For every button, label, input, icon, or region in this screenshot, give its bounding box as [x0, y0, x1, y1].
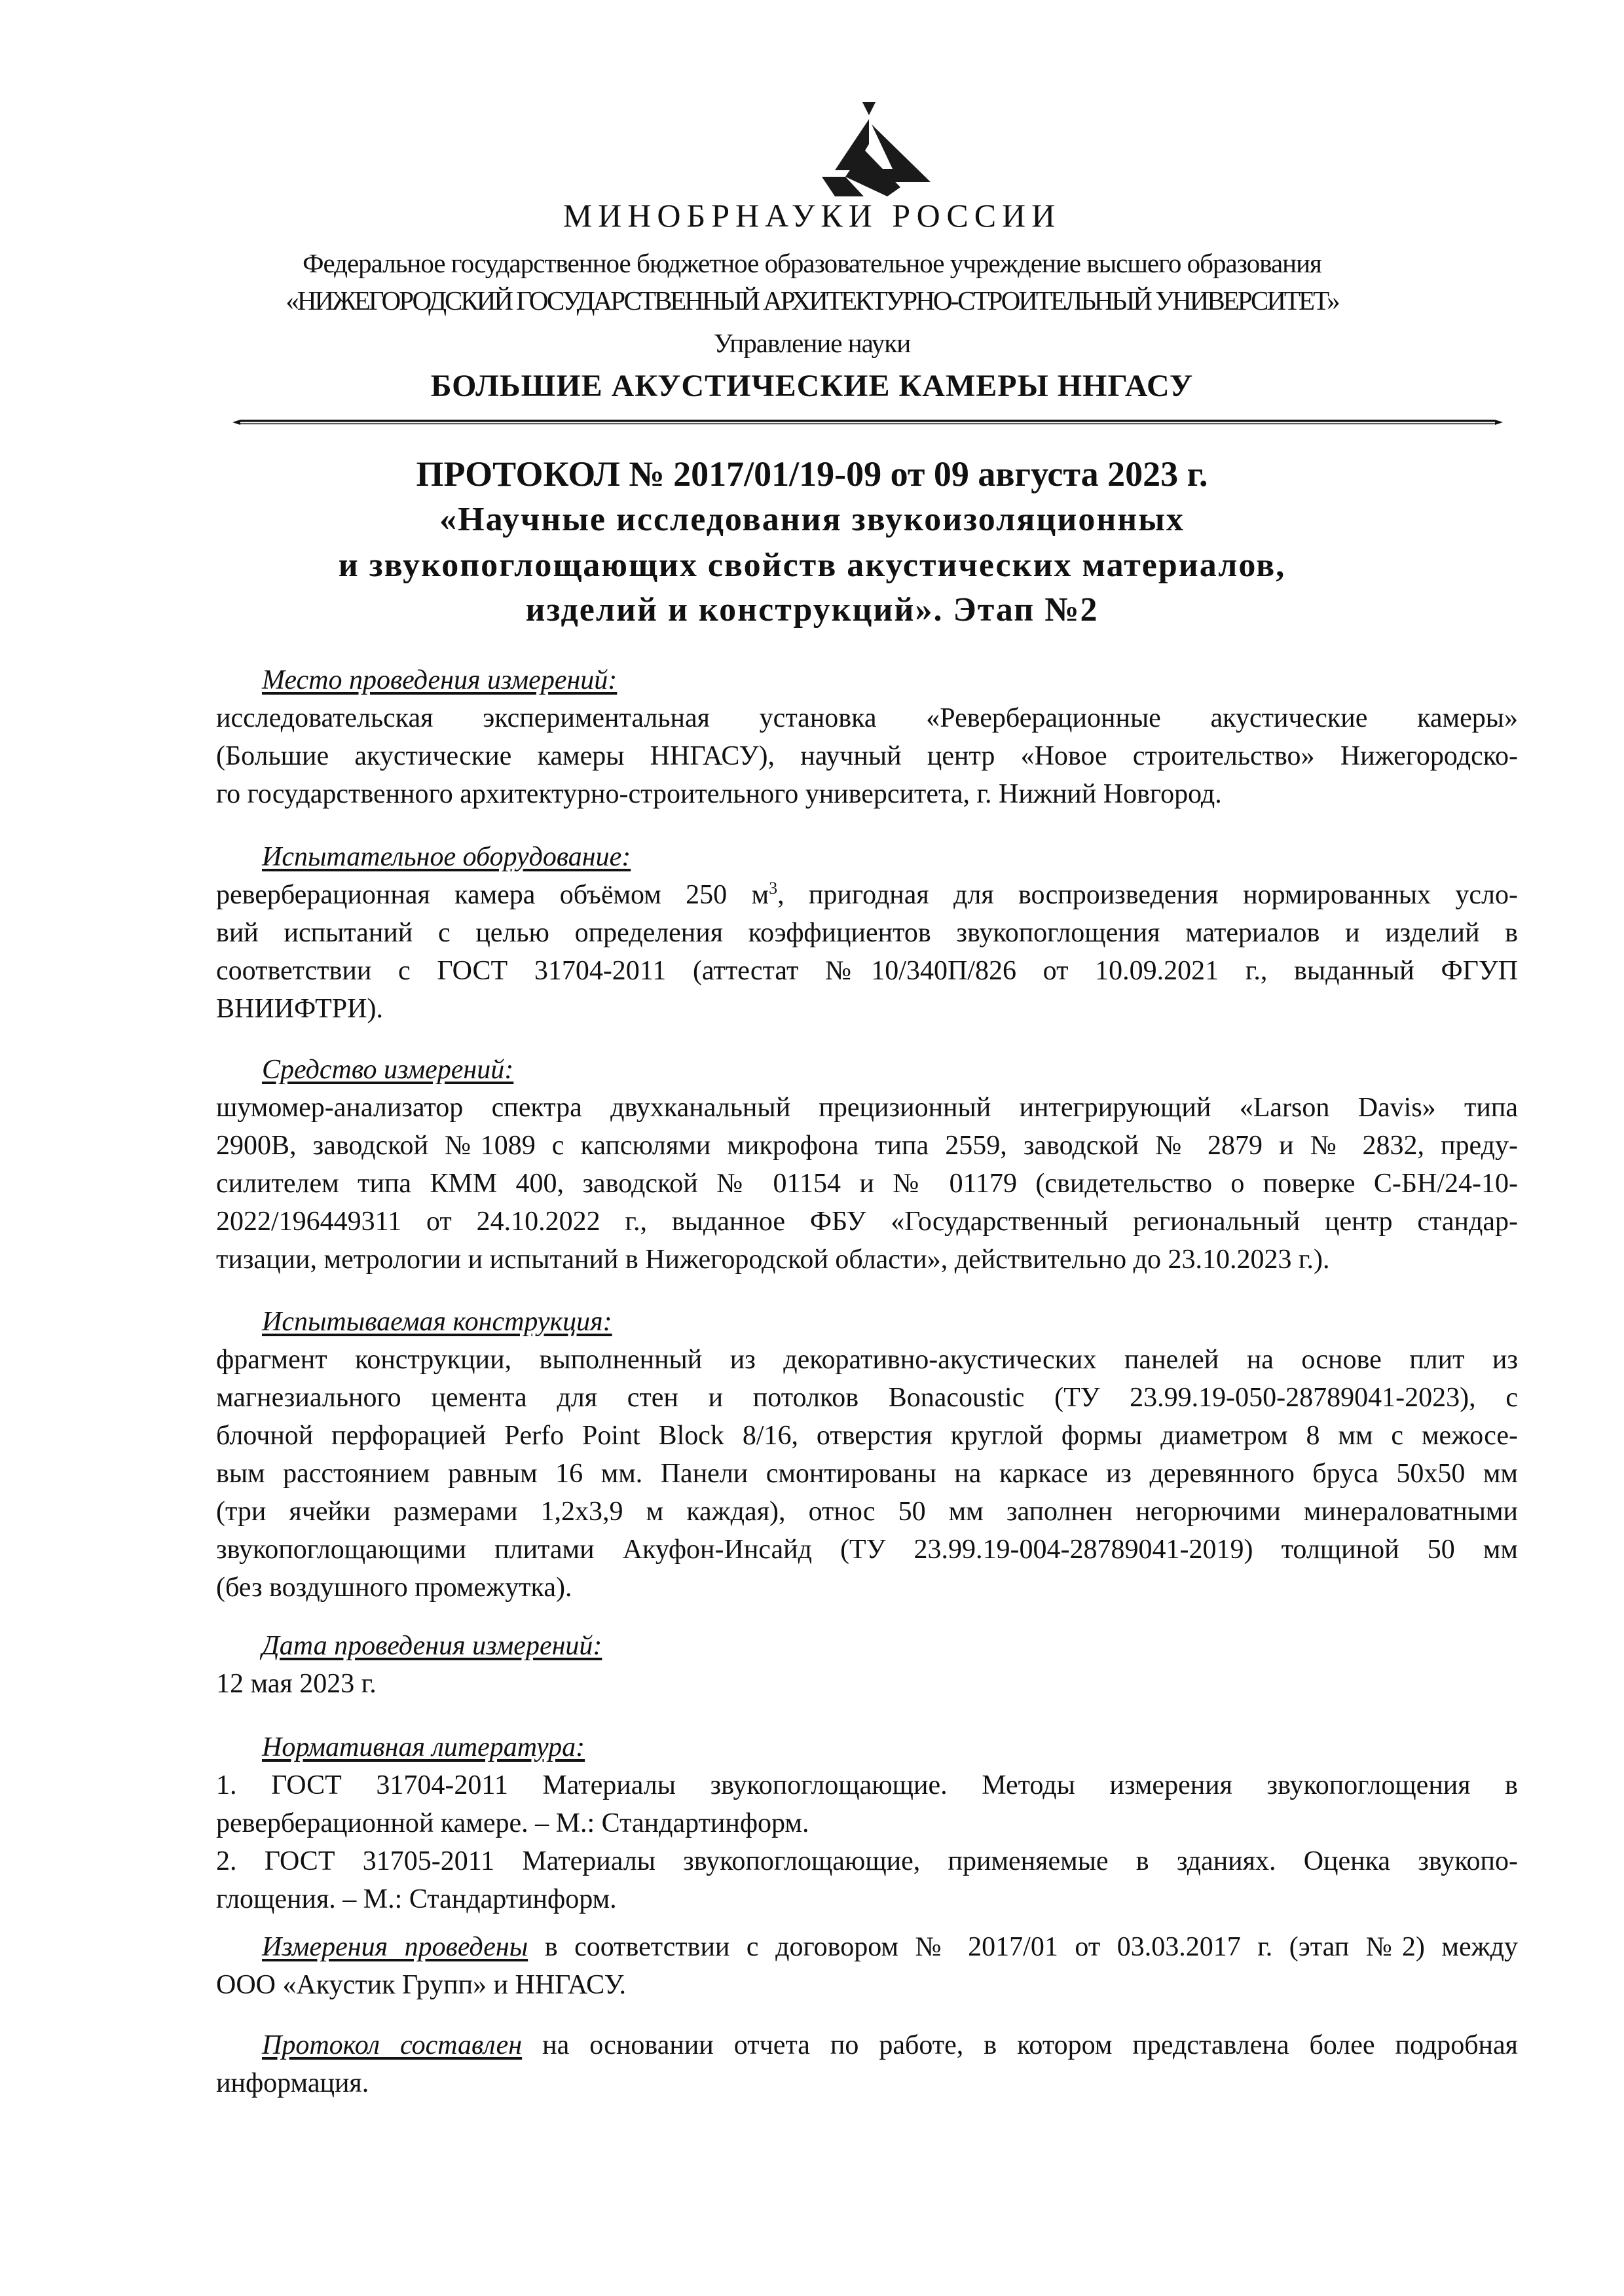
conducted-label: Измерения проведены	[262, 1932, 528, 1962]
construction-label: Испытываемая конструкция:	[262, 1307, 612, 1337]
construction-line-1: фрагмент конструкции, выполненный из декоративно-акустических панелей на основе плит из	[216, 1345, 1518, 1375]
study-title-line-1: «Научные исследования звукоизоляционных	[439, 501, 1185, 538]
university-logo-icon	[815, 98, 933, 210]
instrument-line-1: шумомер-анализатор спектра двухканальный прецизионный интегрирующий «Larson Davis» типа	[216, 1093, 1518, 1123]
literature-line-4: глощения. – М.: Стандартинформ.	[216, 1884, 617, 1914]
instrument-line-2: 2900B, заводской №1089 с капсюлями микрофона типа 2559, заводской № 2879 и № 2832, преду-	[216, 1131, 1518, 1161]
instrument-label: Средство измерений:	[262, 1055, 514, 1085]
date-label: Дата проведения измерений:	[262, 1631, 602, 1661]
construction-line-3: блочной перфорацией Perfo Point Block 8/16, отверстия круглой формы диаметром 8 мм с межосе-	[216, 1421, 1518, 1451]
place-line-2: (Большие акустические камеры ННГАСУ), научный центр «Новое строительство» Нижегородско-	[216, 741, 1518, 771]
ministry-name: МИНОБРНАУКИ РОССИИ	[563, 197, 1061, 234]
study-title-line-3: изделий и конструкций». Этап №2	[525, 591, 1099, 629]
place-line-3: го государственного архитектурно-строительного университета, г. Нижний Новгород.	[216, 779, 1222, 809]
compiled-line-1: Протокол составлен на основании отчета по работе, в котором представлена более подробная	[262, 2030, 1518, 2060]
unit-name: БОЛЬШИЕ АКУСТИЧЕСКИЕ КАМЕРЫ ННГАСУ	[430, 369, 1194, 403]
compiled-line-2: информация.	[216, 2068, 369, 2098]
construction-line-4: вым расстоянием равным 16 мм. Панели смонтированы на каркасе из деревянного бруса 50х50 мм	[216, 1459, 1518, 1489]
literature-line-2: реверберационной камере. – М.: Стандартинформ.	[216, 1808, 809, 1838]
header-divider	[232, 419, 1503, 426]
instrument-line-4: 2022/196449311 от 24.10.2022 г., выданное ФБУ «Государственный региональный центр стандар-	[216, 1207, 1518, 1237]
conducted-line-2: ООО «Акустик Групп» и ННГАСУ.	[216, 1970, 626, 2000]
conducted-line-1: Измерения проведены в соответствии с договором № 2017/01 от 03.03.2017 г. (этап №2) между	[262, 1932, 1518, 1962]
section-compiled	[216, 2026, 1518, 2102]
place-line-1: исследовательская экспериментальная установка «Реверберационные акустические камеры»	[216, 703, 1518, 733]
equipment-label: Испытательное оборудование:	[262, 842, 631, 872]
section-construction	[216, 1303, 1518, 1607]
equipment-line-1: реверберационная камера объёмом 250 $м^3$, пригодная для воспроизведения нормированных усло-	[216, 879, 1518, 910]
compiled-label: Протокол составлен	[262, 2030, 523, 2060]
literature-line-3: 2. ГОСТ 31705-2011 Материалы звукопоглощающие, применяемые в зданиях. Оценка звукопо-	[216, 1846, 1518, 1876]
construction-line-6: звукопоглощающими плитами Акуфон-Инсайд (ТУ 23.99.19-004-28789041-2019) толщиной 50 мм	[216, 1535, 1518, 1565]
construction-line-2: магнезиального цемента для стен и потолков Bonacoustic (ТУ 23.99.19-050-28789041-2023), с	[216, 1383, 1518, 1413]
literature-line-1: 1. ГОСТ 31704-2011 Материалы звукопоглощающие. Методы измерения звукопоглощения в	[216, 1770, 1518, 1800]
institution-type: Федеральное государственное бюджетное образовательное учреждение высшего образования	[303, 248, 1321, 278]
instrument-line-5: тизации, метрологии и испытаний в Нижегородской области», действительно до 23.10.2023 г.).	[216, 1245, 1330, 1275]
section-place	[216, 661, 1518, 813]
section-equipment	[216, 838, 1518, 1028]
section-instrument	[216, 1051, 1518, 1279]
protocol-title: ПРОТОКОЛ № 2017/01/19-09 от 09 августа 2023 г.	[416, 454, 1208, 494]
department-name: Управление науки	[713, 328, 911, 358]
equipment-line-3: соответствии с ГОСТ 31704-2011 (аттестат №10/340П/826 от 10.09.2021 г., выданный ФГУП	[216, 956, 1518, 986]
measurement-date: 12 мая 2023 г.	[216, 1669, 377, 1699]
equipment-line-4: ВНИИФТРИ).	[216, 994, 383, 1024]
study-title-line-2: и звукопоглощающих свойств акустических материалов,	[338, 547, 1286, 584]
university-name: «НИЖЕГОРОДСКИЙ ГОСУДАРСТВЕННЫЙ АРХИТЕКТУРНО-СТРОИТЕЛЬНЫЙ УНИВЕРСИТЕТ»	[286, 285, 1338, 316]
section-conducted	[216, 1928, 1518, 2004]
construction-line-7: (без воздушного промежутка).	[216, 1573, 572, 1603]
section-date	[216, 1627, 1518, 1703]
equipment-line-2: вий испытаний с целью определения коэффициентов звукопоглощения материалов и изделий в	[216, 918, 1518, 948]
instrument-line-3: силителем типа КММ 400, заводской № 01154 и № 01179 (свидетельство о поверке С-БН/24-10-	[216, 1169, 1518, 1199]
section-literature	[216, 1728, 1518, 1918]
literature-label: Нормативная литература:	[262, 1732, 585, 1762]
construction-line-5: (три ячейки размерами 1,2х3,9 м каждая), относ 50 мм заполнен негорючими минераловатными	[216, 1497, 1518, 1527]
place-label: Место проведения измерений:	[262, 665, 618, 695]
